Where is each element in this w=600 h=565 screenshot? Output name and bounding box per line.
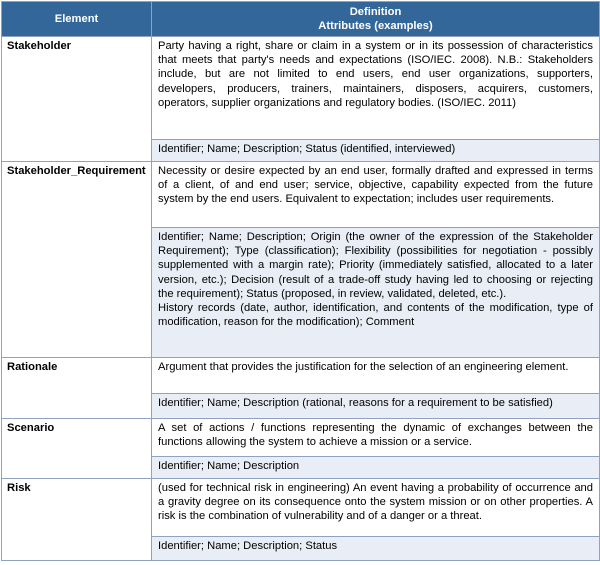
header-definition: [152, 2, 600, 37]
table-header: [2, 2, 600, 37]
element-definition: (used for technical risk in engineering) An event having a probability of occurrence and a gravity degree on its consequence onto the system mission or on other properties. A risk is the combination of vulnerability and of a danger or a threat.: [152, 479, 600, 537]
header-attributes-title: Attributes (examples): [318, 19, 433, 32]
element-definition: Necessity or desire expected by an end user, formally drafted and expressed in terms of a client, of and end user; service, objective, capability expected from the future system by the end users. Equivalent to expectation; includes user requirements.: [152, 162, 600, 228]
table-row: [2, 358, 600, 394]
element-name: Stakeholder_Requirement: [2, 162, 152, 358]
attribute-text: Identifier; Name; Description; Origin (the owner of the expression of the Stakeholder Requirement); Type (classification); Flexibility (possibilities for negotiation - possibly supplemented with a margin rate); Priority (immediately satisfied, allocated to a later version, etc.); Decision (result of a trade-off study having led to choosing or rejecting the requirement); Status (proposed, in review, validated, deleted, etc.).: [158, 231, 593, 300]
header-definition-title: Definition: [349, 5, 402, 18]
element-attributes: [152, 457, 600, 479]
header-element: Element: [2, 2, 152, 37]
attribute-text: Identifier; Name; Description; Status: [158, 540, 338, 552]
definitions-table: [1, 1, 600, 561]
element-attributes: [152, 394, 600, 419]
attribute-text: Identifier; Name; Description: [158, 460, 300, 472]
attribute-text: Identifier; Name; Description; Status (identified, interviewed): [158, 143, 456, 155]
element-definition: A set of actions / functions representing the dynamic of exchanges between the functions allowing the system to achieve a mission or a service.: [152, 419, 600, 457]
table-row: [2, 37, 600, 140]
table-row: [2, 162, 600, 228]
element-name: Scenario: [2, 419, 152, 479]
element-attributes: [152, 537, 600, 561]
attribute-text: Identifier; Name; Description (rational, reasons for a requirement to be satisfied): [158, 397, 553, 409]
table-row: [2, 419, 600, 457]
element-attributes: [152, 228, 600, 358]
element-definition: Party having a right, share or claim in a system or in its possession of characteristics that meets that party's needs and expectations (ISO/IEC. 2008). N.B.: Stakeholders include, but are not limited to end users, end user organizations, supporters, developers, producers, trainers, maintainers, disposers, acquirers, customers, operators, supplier organizations and regulatory bodies. (ISO/IEC. 2011): [152, 37, 600, 140]
element-name: Rationale: [2, 358, 152, 419]
element-definition: Argument that provides the justification for the selection of an engineering element.: [152, 358, 600, 394]
table-row: [2, 479, 600, 537]
element-name: Stakeholder: [2, 37, 152, 162]
element-name: Risk: [2, 479, 152, 561]
attribute-text: History records (date, author, identification, and contents of the modification, type of modification, reason for the modification); Comment: [158, 302, 593, 329]
element-attributes: [152, 140, 600, 162]
